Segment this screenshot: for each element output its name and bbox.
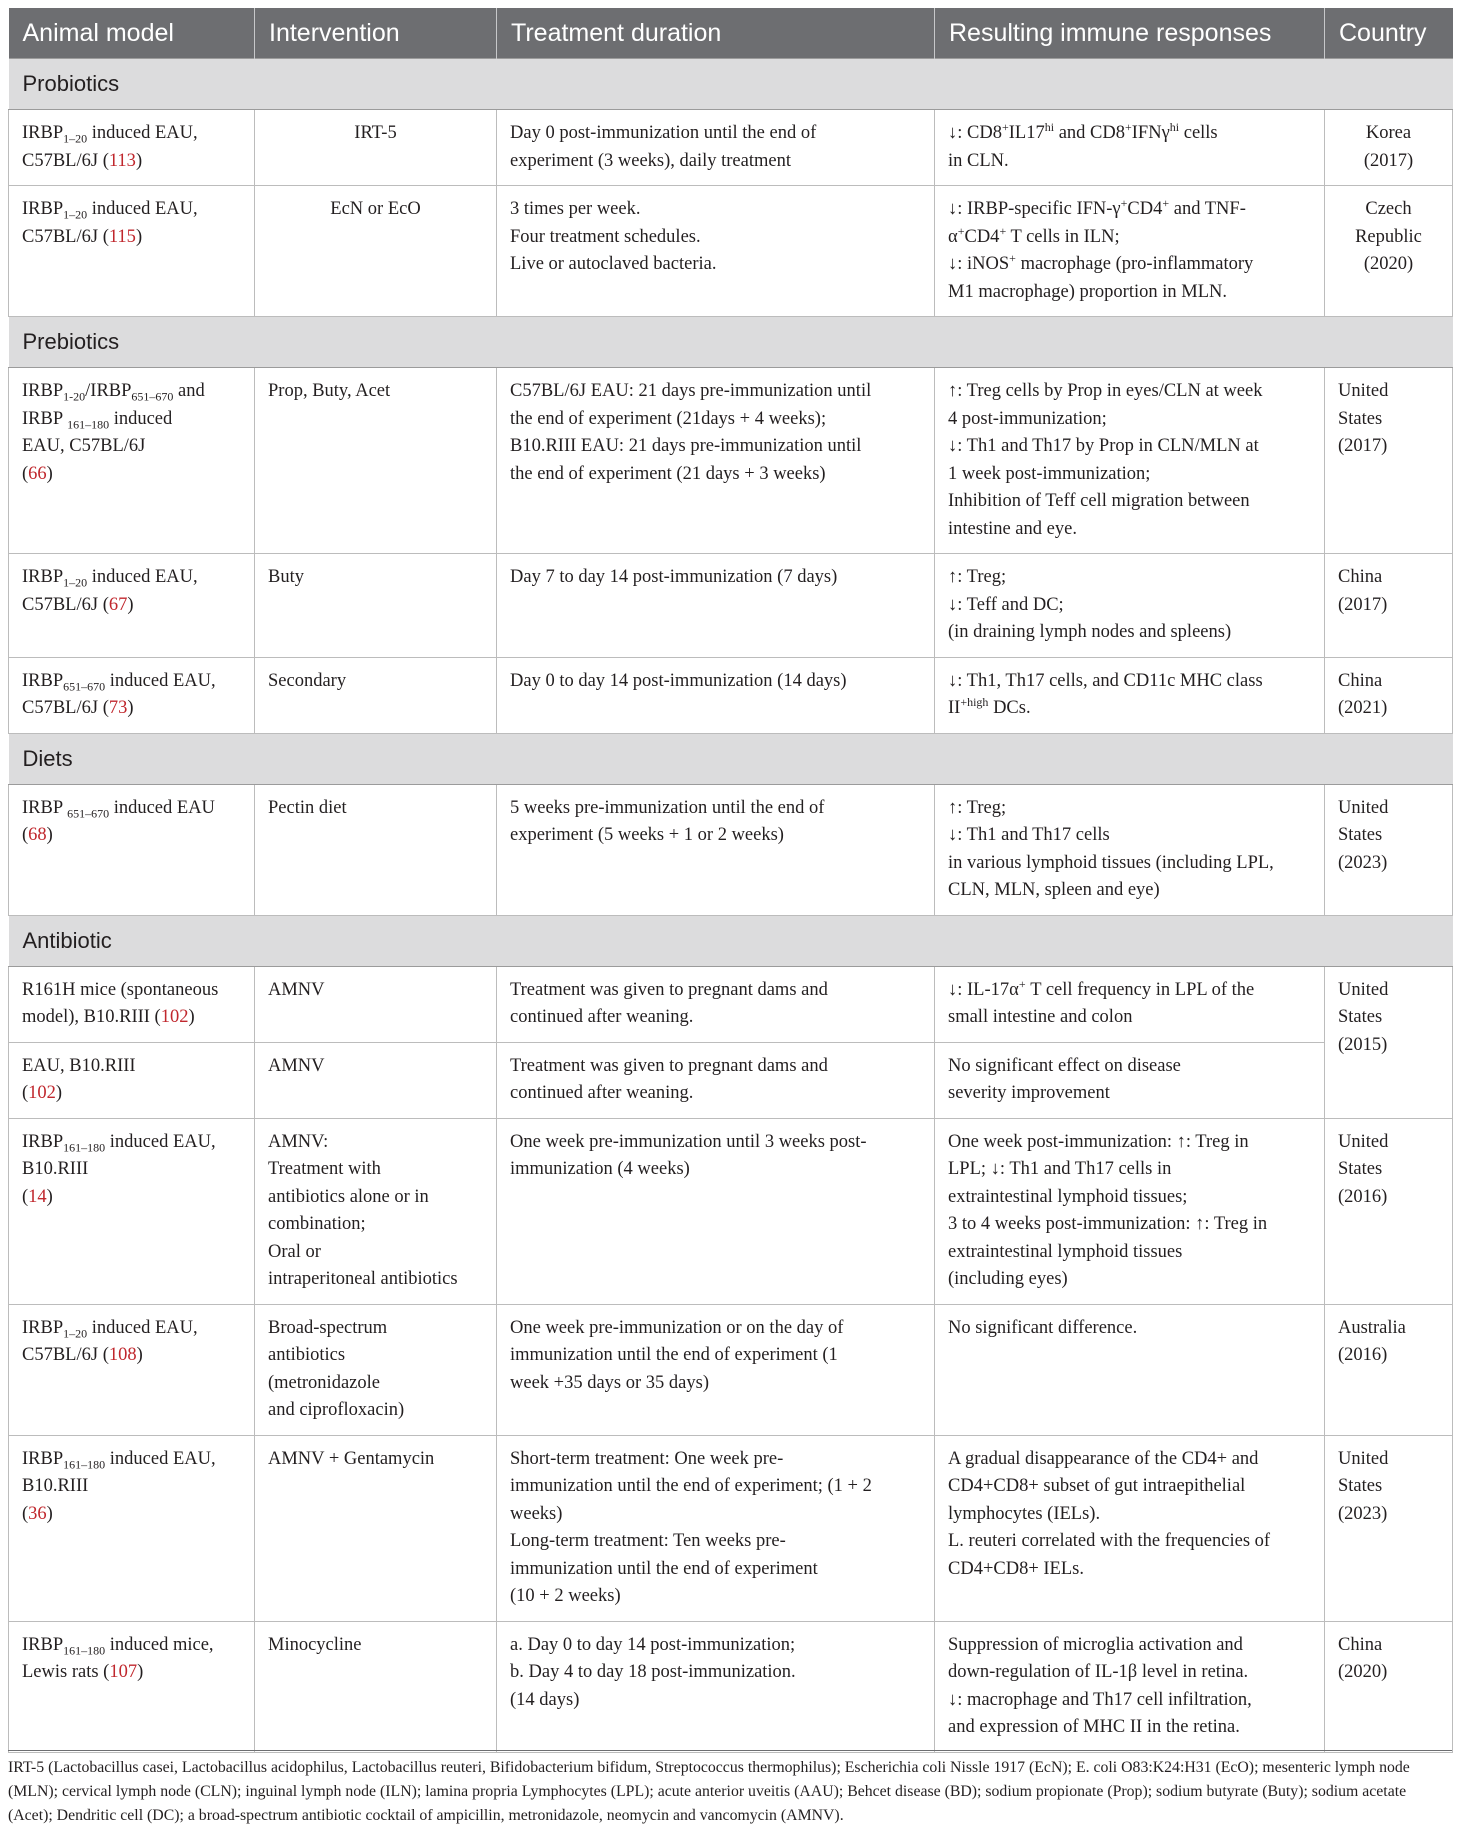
- response-line: 3 to 4 weeks post-immunization: ↑: Treg in: [948, 1214, 1268, 1234]
- subscript-text: 161–180: [63, 1457, 106, 1472]
- country-line: States: [1338, 408, 1383, 429]
- cell-treatment-duration: [497, 657, 935, 733]
- intervention-line: Minocycline: [268, 1634, 362, 1655]
- cell-treatment-duration: [497, 1435, 935, 1621]
- intervention-line: antibiotics: [268, 1345, 346, 1365]
- table-row: [9, 186, 1453, 317]
- intervention-line: Pectin diet: [268, 797, 347, 818]
- duration-line: One week pre-immunization or on the day of: [510, 1317, 844, 1338]
- country-line: (2016): [1338, 1186, 1388, 1207]
- cell-immune-response: [935, 1304, 1325, 1435]
- country-line: (2017): [1338, 594, 1388, 615]
- header-immune-responses: Resulting immune responses: [935, 8, 1325, 59]
- cell-intervention: [255, 657, 497, 733]
- table-row: [9, 1042, 1453, 1118]
- duration-line: Day 7 to day 14 post-immunization (7 days): [510, 567, 838, 587]
- cell-intervention: [255, 784, 497, 915]
- cell-immune-response: [935, 1118, 1325, 1304]
- table-row: [9, 1304, 1453, 1435]
- duration-line: Live or autoclaved bacteria.: [510, 254, 717, 274]
- duration-line: C57BL/6J EAU: 21 days pre-immunization until: [510, 381, 872, 401]
- country-line: (2015): [1338, 1034, 1388, 1055]
- cell-country: [1325, 1118, 1453, 1304]
- country-line: (2020): [1363, 254, 1414, 274]
- intervention-line: Prop, Buty, Acet: [268, 381, 391, 401]
- response-line: 4 post-immunization;: [948, 408, 1107, 429]
- cell-intervention: [255, 110, 497, 186]
- intervention-line: (metronidazole: [268, 1372, 380, 1393]
- intervention-line: Broad-spectrum: [268, 1317, 388, 1338]
- intervention-line: Buty: [268, 567, 304, 587]
- response-line: small intestine and colon: [948, 1007, 1133, 1027]
- response-line: $II^{+high}$ DCs.: [948, 694, 1031, 718]
- section-row: [9, 59, 1453, 110]
- table-row: [9, 1621, 1453, 1752]
- subscript-text: 1–20: [63, 207, 88, 222]
- subscript-text: 161–180: [63, 1643, 106, 1658]
- cell-country: [1325, 1435, 1453, 1621]
- cell-intervention: [255, 1118, 497, 1304]
- cell-country: [1325, 368, 1453, 554]
- response-line: ↑: Treg cells by Prop in eyes/CLN at week: [948, 381, 1263, 401]
- header-intervention: Intervention: [255, 8, 497, 59]
- country-line: States: [1338, 825, 1383, 845]
- response-line: ↓: IL-17α+ T cell frequency in LPL of the: [948, 976, 1255, 1000]
- duration-line: Day 0 to day 14 post-immunization (14 days): [510, 670, 847, 691]
- cell-country: [1325, 1304, 1453, 1435]
- cell-treatment-duration: [497, 1304, 935, 1435]
- response-line: intestine and eye.: [948, 518, 1077, 539]
- reference-link[interactable]: 113: [108, 150, 136, 171]
- intervention-line: antibiotics alone or in: [268, 1186, 429, 1207]
- response-line: LPL; ↓: Th1 and Th17 cells in: [948, 1159, 1172, 1179]
- table-bottom-rule: [8, 1750, 1452, 1751]
- table-header: [9, 8, 1453, 59]
- subscript-text: 161–180: [67, 417, 110, 432]
- superscript-text: +: [1001, 119, 1009, 134]
- duration-line: Long-term treatment: Ten weeks pre-: [510, 1531, 786, 1551]
- table-row: [9, 368, 1453, 554]
- superscript-text: +: [1124, 119, 1132, 134]
- response-line: 1 week post-immunization;: [948, 463, 1151, 484]
- intervention-line: EcN or EcO: [330, 199, 421, 219]
- duration-line: Treatment was given to pregnant dams and: [510, 979, 828, 1000]
- cell-treatment-duration: [497, 1042, 935, 1118]
- cell-animal-model: $IRBP_{161-180}$ induced EAU, B10.RIII (36): [9, 1435, 255, 1621]
- country-line: China: [1338, 1634, 1383, 1655]
- duration-line: immunization until the end of experiment: [510, 1558, 818, 1579]
- response-line: Suppression of microglia activation and: [948, 1634, 1243, 1655]
- reference-link[interactable]: 108: [108, 1345, 137, 1365]
- country-line: (2017): [1338, 436, 1388, 456]
- response-line: ↓: Th1, Th17 cells, and CD11c MHC class: [948, 670, 1263, 691]
- response-line: One week post-immunization: ↑: Treg in: [948, 1131, 1249, 1152]
- response-line: CLN, MLN, spleen and eye): [948, 880, 1160, 900]
- cell-country: [1325, 554, 1453, 658]
- intervention-line: and ciprofloxacin): [268, 1400, 405, 1420]
- cell-animal-model: $IRBP_{1-20}$ induced EAU, C57BL/6J (115): [9, 186, 255, 317]
- country-line: States: [1338, 1007, 1383, 1027]
- cell-animal-model: $IRBP_{1-20}/IRBP_{651-670}$ and IRBP $_{161-180}$ induced EAU, C57BL/6J (66): [9, 368, 255, 554]
- reference-link[interactable]: 73: [108, 698, 128, 718]
- subscript-text: 651–670: [63, 679, 106, 694]
- cell-animal-model: IRBP $_{651-670}$ induced EAU (68): [9, 784, 255, 915]
- intervention-line: combination;: [268, 1214, 366, 1234]
- response-line: ↓: iNOS+ macrophage (pro-inflammatory: [948, 250, 1254, 274]
- intervention-line: AMNV + Gentamycin: [268, 1448, 435, 1469]
- country-line: Korea: [1365, 123, 1412, 143]
- duration-line: One week pre-immunization until 3 weeks post-: [510, 1131, 867, 1152]
- cell-immune-response: [935, 966, 1325, 1042]
- response-line: (in draining lymph nodes and spleens): [948, 622, 1232, 642]
- table-footnote: IRT-5 (Lactobacillus casei, Lactobacillus acidophilus, Lactobacillus reuteri, Bifidobacterium bifidum, Streptococcus thermophilus); Escherichia coli Nissle 1917 (EcN); E. coli O83:K24:H31 (EcO); mesenteric lymph node (MLN); cervical lymph node (CLN); inguinal lymph node (ILN); lamina propria Lymphocytes (LPL); acute anterior uveitis (AAU); Behcet disease (BD); sodium propionate (Prop); sodium butyrate (Buty); sodium acetate (Acet); Dendritic cell (DC); a broad-spectrum antibiotic cocktail of ampicillin, metronidazole, neomycin and vancomycin (AMNV).: [8, 1759, 1410, 1824]
- table-row: [9, 657, 1453, 733]
- cell-intervention: [255, 1042, 497, 1118]
- table-row: [9, 1435, 1453, 1621]
- reference-link[interactable]: 66: [28, 463, 47, 484]
- subscript-text: 1–20: [63, 1326, 88, 1341]
- duration-line: continued after weaning.: [510, 1083, 694, 1103]
- country-line: (2023): [1338, 1503, 1388, 1524]
- reference-link[interactable]: 67: [108, 594, 128, 615]
- subscript-text: 1–20: [63, 131, 88, 146]
- cell-immune-response: [935, 1621, 1325, 1752]
- country-line: States: [1338, 1159, 1383, 1179]
- cell-animal-model: $IRBP_{1-20}$ induced EAU, C57BL/6J (67): [9, 554, 255, 658]
- response-line: in various lymphoid tissues (including LPL,: [948, 852, 1274, 873]
- response-line: A gradual disappearance of the CD4+ and: [948, 1448, 1259, 1469]
- cell-immune-response: [935, 554, 1325, 658]
- response-line: and expression of MHC II in the retina.: [948, 1717, 1240, 1737]
- response-line: down-regulation of IL-1β level in retina.: [948, 1662, 1249, 1682]
- cell-treatment-duration: [497, 966, 935, 1042]
- cell-treatment-duration: [497, 368, 935, 554]
- cell-intervention: [255, 1304, 497, 1435]
- cell-country: [1325, 186, 1453, 317]
- cell-treatment-duration: [497, 1621, 935, 1752]
- cell-treatment-duration: [497, 110, 935, 186]
- superscript-text: +: [1162, 195, 1170, 210]
- response-line: in CLN.: [948, 150, 1009, 171]
- subscript-text: 161–180: [63, 1140, 106, 1155]
- duration-line: Day 0 post-immunization until the end of: [510, 123, 817, 143]
- table-row: [9, 110, 1453, 186]
- intervention-line: Treatment with: [268, 1159, 381, 1179]
- country-line: (2017): [1363, 150, 1414, 171]
- country-line: China: [1338, 567, 1383, 587]
- response-line: (including eyes): [948, 1269, 1068, 1289]
- cell-animal-model: $IRBP_{161-180}$ induced mice, Lewis rats (107): [9, 1621, 255, 1752]
- duration-line: 5 weeks pre-immunization until the end of: [510, 797, 825, 818]
- duration-line: (14 days): [510, 1689, 580, 1710]
- duration-line: Four treatment schedules.: [510, 226, 701, 247]
- section-title: Prebiotics: [9, 317, 1453, 368]
- subscript-text: 1–20: [63, 575, 88, 590]
- duration-line: continued after weaning.: [510, 1007, 694, 1027]
- country-line: United: [1338, 1448, 1389, 1469]
- duration-line: the end of experiment (21 days + 3 weeks): [510, 463, 826, 484]
- table-body: [9, 59, 1453, 1753]
- header-treatment-duration: Treatment duration: [497, 8, 935, 59]
- response-line: No significant effect on disease: [948, 1055, 1181, 1076]
- cell-country: [1325, 784, 1453, 915]
- response-line: ↑: Treg;: [948, 797, 1007, 818]
- duration-line: Short-term treatment: One week pre-: [510, 1448, 784, 1469]
- country-line: States: [1338, 1476, 1383, 1496]
- duration-line: immunization (4 weeks): [510, 1159, 690, 1179]
- header-country: Country: [1325, 8, 1453, 59]
- response-line: severity improvement: [948, 1083, 1110, 1103]
- intervention-line: AMNV:: [268, 1131, 329, 1152]
- intervention-line: IRT-5: [354, 123, 397, 143]
- country-line: (2021): [1338, 698, 1388, 718]
- cell-intervention: [255, 368, 497, 554]
- country-line: (2016): [1338, 1345, 1388, 1365]
- table-row: [9, 554, 1453, 658]
- response-line: L. reuteri correlated with the frequencies of: [948, 1531, 1271, 1551]
- section-row: [9, 915, 1453, 966]
- reference-link[interactable]: 36: [28, 1503, 47, 1524]
- response-line: extraintestinal lymphoid tissues;: [948, 1186, 1188, 1207]
- reference-link[interactable]: 107: [109, 1662, 138, 1682]
- country-line: China: [1338, 670, 1383, 691]
- cell-animal-model: R161H mice (spontaneous model), B10.RIII (102): [9, 966, 255, 1042]
- response-line: ↓: Th1 and Th17 by Prop in CLN/MLN at: [948, 436, 1259, 456]
- country-line: Republic: [1355, 226, 1422, 247]
- section-row: [9, 317, 1453, 368]
- reference-link[interactable]: 68: [28, 825, 47, 845]
- table-container: [8, 8, 1452, 1753]
- cell-intervention: [255, 966, 497, 1042]
- reference-link[interactable]: 102: [28, 1083, 56, 1103]
- cell-country: [1325, 110, 1453, 186]
- intervention-line: AMNV: [268, 979, 325, 1000]
- cell-immune-response: [935, 1042, 1325, 1118]
- response-line: lymphocytes (IELs).: [948, 1503, 1101, 1524]
- duration-line: experiment (3 weeks), daily treatment: [510, 150, 791, 171]
- response-line: ↓: Th1 and Th17 cells: [948, 825, 1110, 845]
- cell-immune-response: [935, 368, 1325, 554]
- cell-immune-response: [935, 110, 1325, 186]
- cell-immune-response: [935, 186, 1325, 317]
- duration-line: b. Day 4 to day 18 post-immunization.: [510, 1662, 796, 1682]
- cell-intervention: [255, 186, 497, 317]
- country-line: Australia: [1338, 1317, 1406, 1338]
- country-line: United: [1338, 797, 1389, 818]
- duration-line: week +35 days or 35 days): [510, 1372, 709, 1393]
- table-row: [9, 784, 1453, 915]
- country-line: Czech: [1365, 199, 1412, 219]
- response-line: α+CD4+ T cells in ILN;: [948, 223, 1120, 247]
- duration-line: Treatment was given to pregnant dams and: [510, 1055, 828, 1076]
- cell-treatment-duration: [497, 186, 935, 317]
- country-line: (2020): [1338, 1662, 1388, 1682]
- intervention-line: Secondary: [268, 670, 347, 691]
- response-line: No significant difference.: [948, 1317, 1138, 1338]
- cell-animal-model: $IRBP_{161-180}$ induced EAU, B10.RIII (14): [9, 1118, 255, 1304]
- section-title: Diets: [9, 733, 1453, 784]
- superscript-text: hi: [1169, 119, 1180, 134]
- superscript-text: hi: [1044, 119, 1055, 134]
- cell-intervention: [255, 1621, 497, 1752]
- cell-intervention: [255, 1435, 497, 1621]
- duration-line: experiment (5 weeks + 1 or 2 weeks): [510, 825, 784, 845]
- section-row: [9, 733, 1453, 784]
- response-line: CD4+CD8+ IELs.: [948, 1558, 1084, 1579]
- response-line: extraintestinal lymphoid tissues: [948, 1241, 1183, 1262]
- section-title: Antibiotic: [9, 915, 1453, 966]
- response-line: ↓: IRBP-specific IFN-γ+CD4+ and TNF-: [948, 195, 1246, 219]
- cell-intervention: [255, 554, 497, 658]
- duration-line: 3 times per week.: [510, 199, 641, 219]
- cell-country: [1325, 966, 1453, 1118]
- duration-line: immunization until the end of experiment (1: [510, 1345, 838, 1365]
- intervention-line: Oral or: [268, 1241, 321, 1262]
- response-line: ↑: Treg;: [948, 567, 1007, 587]
- table-row: [9, 1118, 1453, 1304]
- country-line: United: [1338, 979, 1389, 1000]
- section-title: Probiotics: [9, 59, 1453, 110]
- cell-treatment-duration: [497, 1118, 935, 1304]
- superscript-text: +: [1009, 250, 1016, 265]
- reference-link[interactable]: 115: [108, 226, 136, 247]
- duration-line: immunization until the end of experiment; (1 + 2: [510, 1476, 872, 1496]
- cell-immune-response: [935, 1435, 1325, 1621]
- intervention-line: intraperitoneal antibiotics: [268, 1269, 458, 1289]
- cell-country: [1325, 1621, 1453, 1752]
- cell-treatment-duration: [497, 784, 935, 915]
- cell-animal-model: $IRBP_{1-20}$ induced EAU, C57BL/6J (113): [9, 110, 255, 186]
- response-line: ↓: Teff and DC;: [948, 594, 1064, 615]
- cell-treatment-duration: [497, 554, 935, 658]
- header-animal-model: Animal model: [9, 8, 255, 59]
- country-line: (2023): [1338, 852, 1388, 873]
- subscript-text: 1-20: [63, 389, 86, 404]
- duration-line: (10 + 2 weeks): [510, 1586, 621, 1606]
- subscript-text: 651–670: [67, 806, 110, 821]
- response-line: ↓: $CD8^+IL17^{hi}$ and CD8+IFNγ$^{hi}$ cells: [948, 119, 1218, 143]
- superscript-text: +high: [960, 694, 989, 709]
- cell-animal-model: $IRBP_{1-20}$ induced EAU, C57BL/6J (108): [9, 1304, 255, 1435]
- response-line: CD4+CD8+ subset of gut intraepithelial: [948, 1476, 1246, 1496]
- response-line: M1 macrophage) proportion in MLN.: [948, 281, 1227, 302]
- superscript-text: +: [1120, 195, 1128, 210]
- superscript-text: +: [957, 223, 965, 238]
- intervention-line: AMNV: [268, 1055, 325, 1076]
- country-line: United: [1338, 1131, 1389, 1152]
- table-row: [9, 966, 1453, 1042]
- duration-line: B10.RIII EAU: 21 days pre-immunization until: [510, 436, 862, 456]
- cell-animal-model: $IRBP_{651-670}$ induced EAU, C57BL/6J (73): [9, 657, 255, 733]
- superscript-text: +: [1018, 976, 1026, 991]
- cell-animal-model: EAU, B10.RIII (102): [9, 1042, 255, 1118]
- duration-line: the end of experiment (21days + 4 weeks);: [510, 408, 827, 429]
- duration-line: weeks): [510, 1503, 563, 1524]
- data-table: [8, 8, 1453, 1753]
- cell-immune-response: [935, 784, 1325, 915]
- subscript-text: 651–670: [131, 389, 174, 404]
- response-line: ↓: macrophage and Th17 cell infiltration,: [948, 1689, 1252, 1710]
- cell-country: [1325, 657, 1453, 733]
- country-line: United: [1338, 381, 1389, 401]
- cell-immune-response: [935, 657, 1325, 733]
- response-line: Inhibition of Teff cell migration between: [948, 491, 1250, 511]
- superscript-text: +: [999, 223, 1007, 238]
- reference-link[interactable]: 102: [160, 1007, 189, 1027]
- reference-link[interactable]: 14: [28, 1186, 47, 1207]
- duration-line: a. Day 0 to day 14 post-immunization;: [510, 1634, 796, 1655]
